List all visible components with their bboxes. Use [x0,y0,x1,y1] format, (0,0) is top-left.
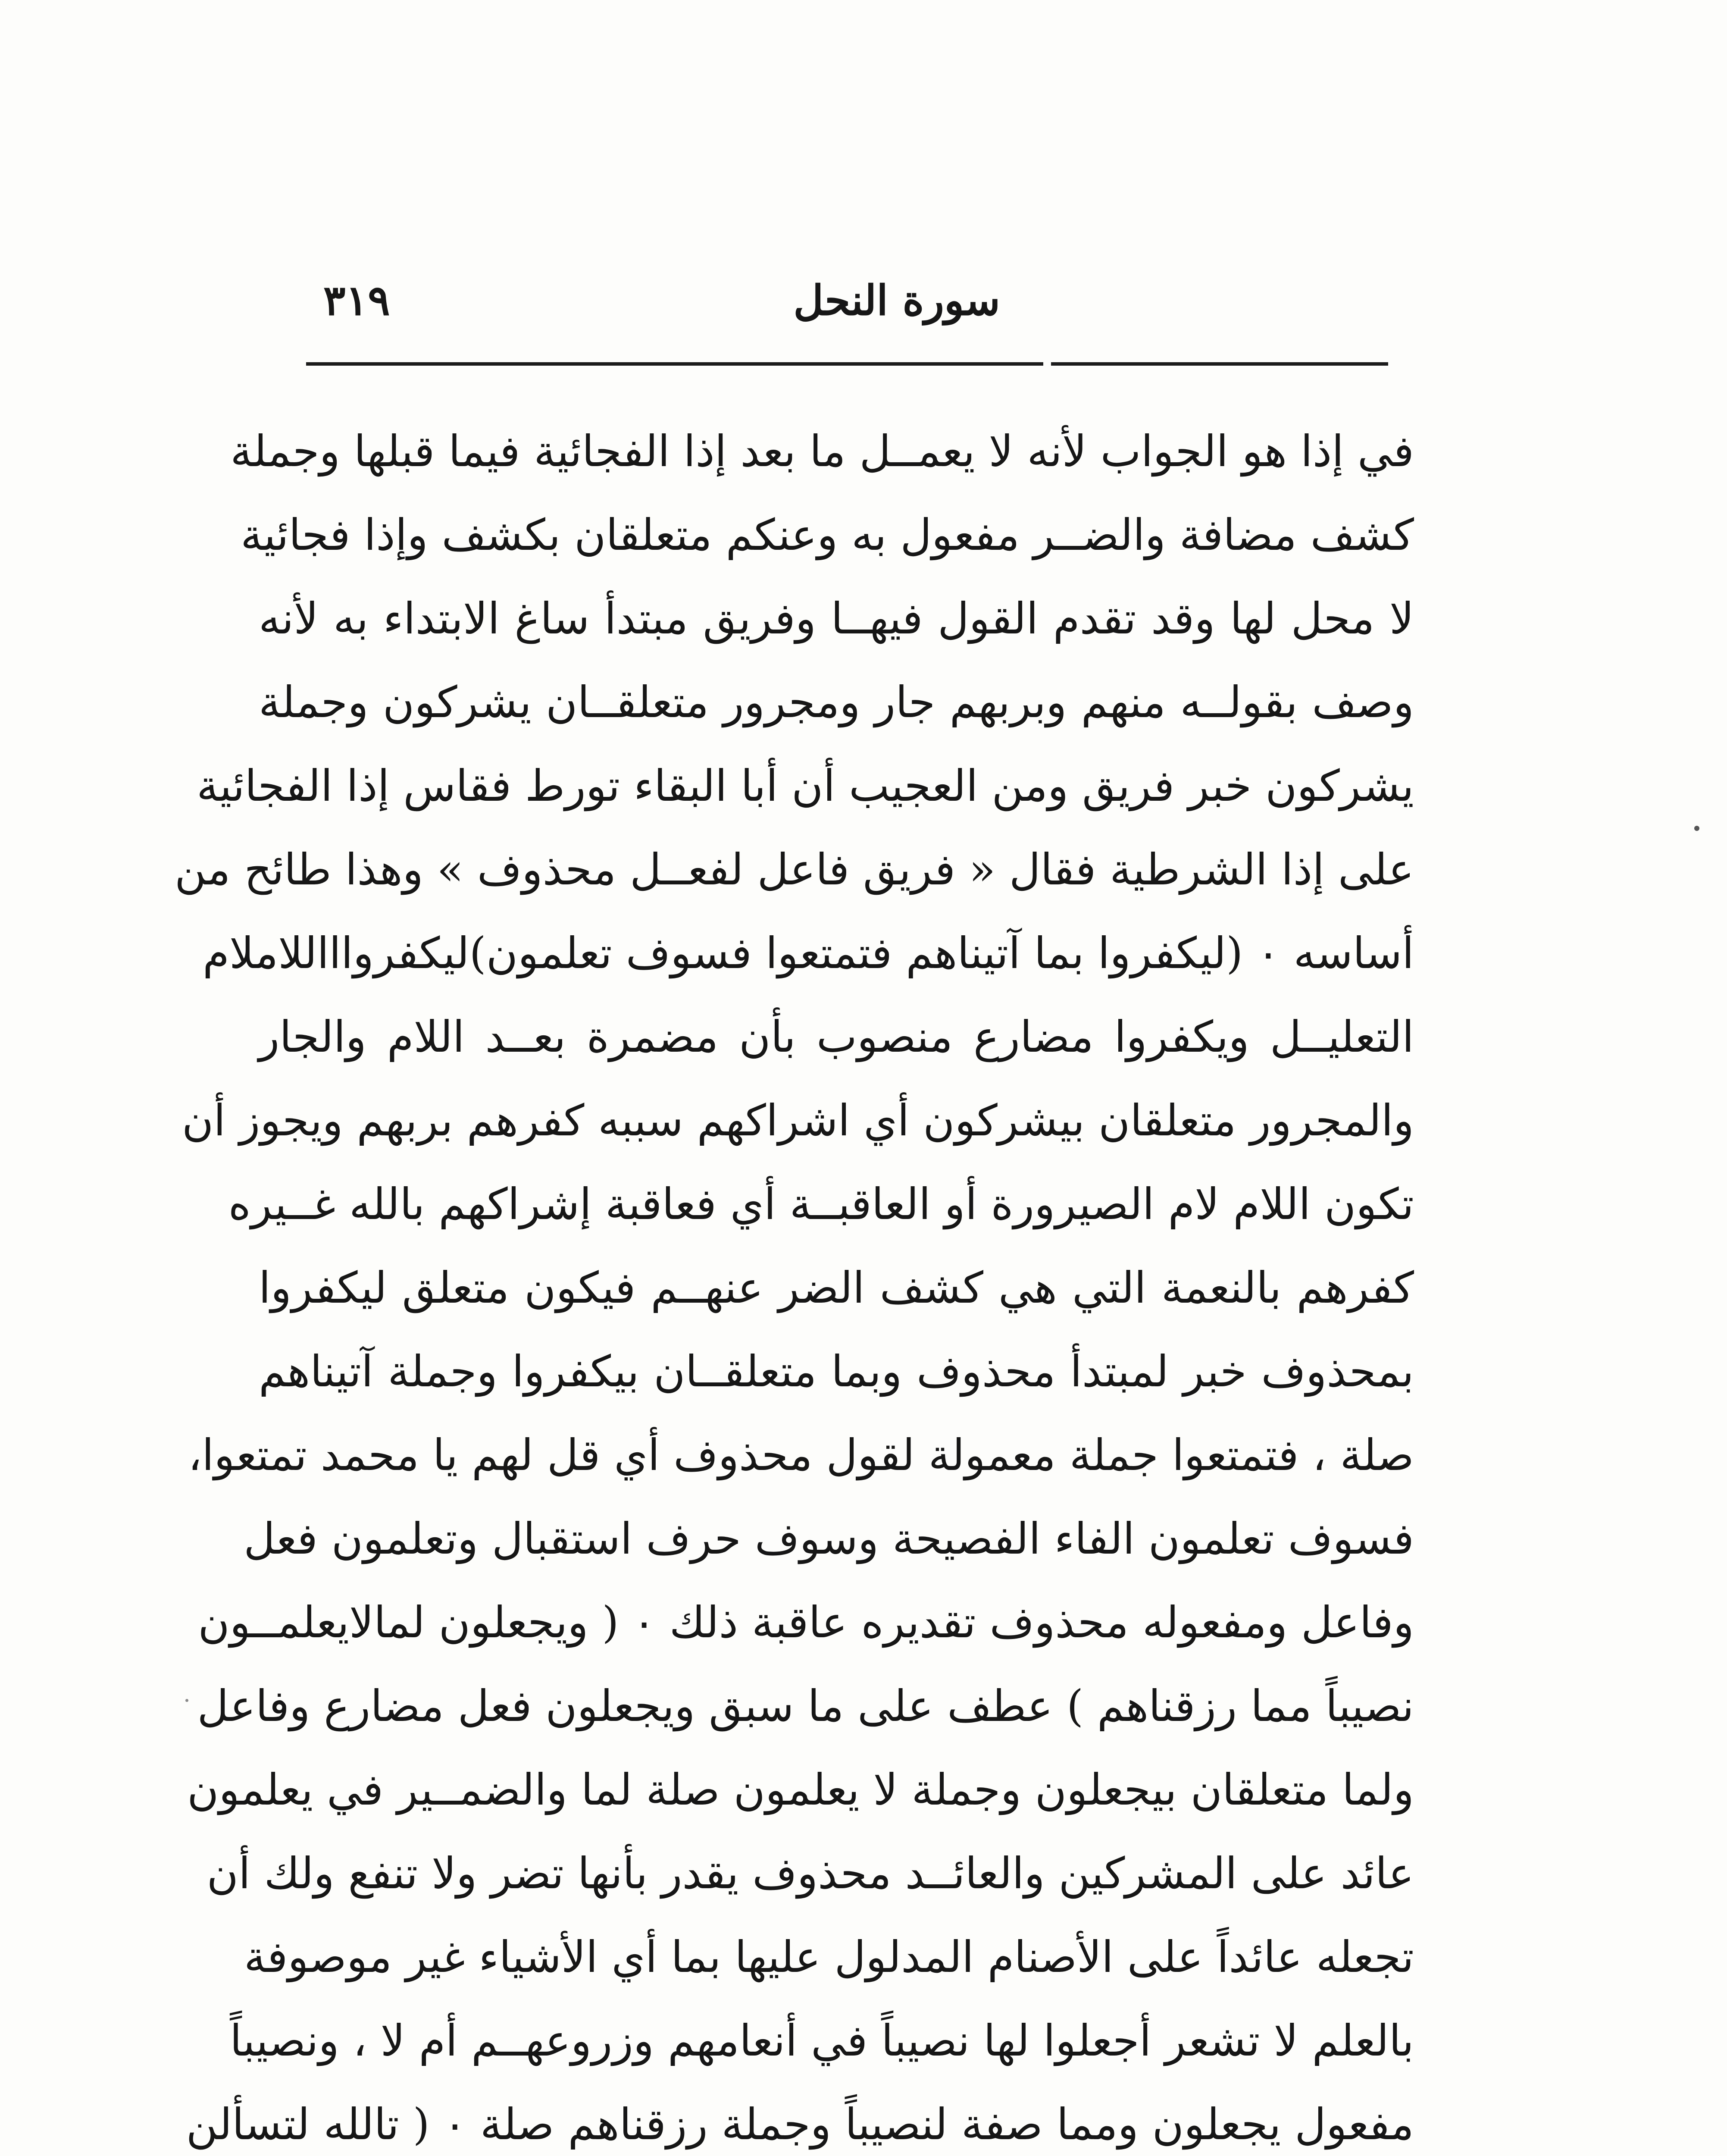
page-number: ٣١٩ [323,276,390,325]
text-line: كشف مضافة والضــر مفعول به وعنكم متعلقان بكشف وإذا فجائية [241,510,1414,560]
page-title: سورة النحل [793,276,1000,325]
header-rule [306,362,1388,366]
text-line: وصف بقولــه منهم وبربهم جار ومجرور متعلقــان يشركون وجملة [259,677,1414,727]
text-line: نصيباً مما رزقناهم ) عطف على ما سبق ويجعلون فعل مضارع وفاعل [197,1681,1414,1731]
text-line: تجعله عائداً على الأصنام المدلول عليها بما أي الأشياء غير موصوفة [244,1932,1414,1982]
text-line: التعليــل ويكفروا مضارع منصوب بأن مضمرة بعــد اللام والجار [259,1012,1414,1062]
text-line: فسوف تعلمون الفاء الفصيحة وسوف حرف استقبال وتعلمون فعل [244,1514,1414,1564]
text-line: عائد على المشركين والعائــد محذوف يقدر بأنها تضر ولا تنفع ولك أن [206,1848,1414,1899]
page-header [267,276,1414,362]
text-line: في إذا هو الجواب لأنه لا يعمــل ما بعد إذا الفجائية فيما قبلها وجملة [230,426,1414,476]
text-line: بمحذوف خبر لمبتدأ محذوف وبما متعلقــان بيكفروا وجملة آتيناهم [259,1346,1414,1397]
text-line: ولما متعلقان بيجعلون وجملة لا يعلمون صلة لما والضمــير في يعلمون [187,1764,1414,1815]
text-line: وفاعل ومفعوله محذوف تقديره عاقبة ذلك ٠ ( ويجعلون لمالايعلمــون [198,1597,1414,1648]
text-line: والمجرور متعلقان بيشركون أي اشراكهم سببه كفرهم بربهم ويجوز أن [181,1095,1414,1146]
text-line: أساسه ٠ (ليكفروا بما آتيناهم فتمتعوا فسوف تعلمون)ليكفرواااللاملام [203,928,1414,978]
text-line: كفرهم بالنعمة التي هي كشف الضر عنهــم فيكون متعلق ليكفروا [259,1263,1414,1313]
text-line: على إذا الشرطية فقال « فريق فاعل لفعــل محذوف » وهذا طائح من [174,844,1414,895]
text-line: مفعول يجعلون ومما صفة لنصيباً وجملة رزقناهم صلة ٠ ( تالله لتسألن [186,2099,1414,2150]
text-line: صلة ، فتمتعوا جملة معمولة لقول محذوف أي قل لهم يا محمد تمتعوا، [188,1430,1414,1480]
scan-speck [185,1699,188,1702]
header-rule-break [1043,360,1051,367]
text-line: بالعلم لا تشعر أجعلوا لها نصيباً في أنعامهم وزروعهــم أم لا ، ونصيباً [230,2015,1414,2066]
text-line: يشركون خبر فريق ومن العجيب أن أبا البقاء تورط فقاس إذا الفجائية [197,761,1414,811]
text-line: تكون اللام لام الصيرورة أو العاقبــة أي فعاقبة إشراكهم بالله غــيره [228,1179,1414,1229]
scan-speck [1694,826,1699,831]
text-line: لا محل لها وقد تقدم القول فيهــا وفريق مبتدأ ساغ الابتداء به لأنه [259,593,1414,644]
body-text [174,410,1414,2156]
